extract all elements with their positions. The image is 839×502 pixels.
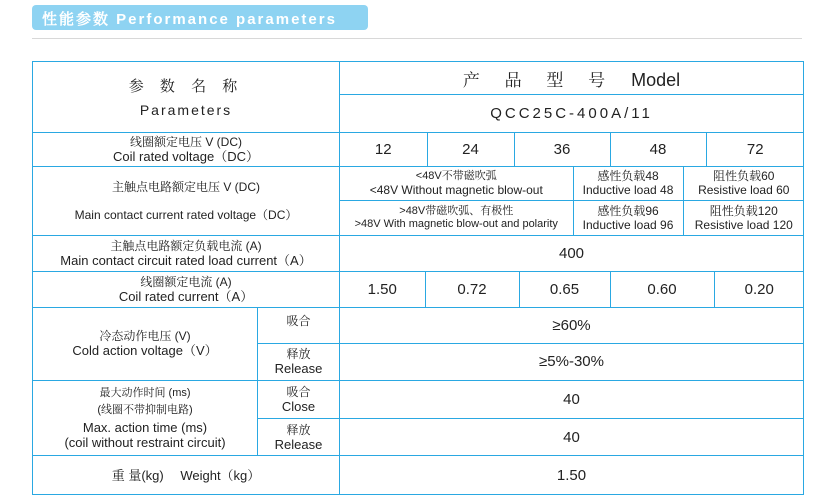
parameters-header-zh: 参 数 名 称: [128, 78, 244, 96]
table-cell: 1.50: [340, 272, 425, 306]
load-current-value: 400: [340, 235, 804, 271]
table-cell: [683, 167, 804, 199]
coil-current-values: [340, 272, 804, 307]
table-cell: 12: [340, 133, 427, 166]
parameters-header: [33, 62, 340, 133]
pull-in-value: ≥60%: [340, 307, 804, 343]
load-current-label-zh: 主触点电路额定负载电流 (A): [110, 239, 262, 254]
cold-voltage-label: [33, 307, 258, 380]
cell-text-zh: 感性负载96: [597, 203, 659, 218]
section-title: 性能参数 Performance parameters: [42, 11, 337, 28]
table-cell: [683, 201, 804, 235]
table-cell: 0.60: [610, 272, 714, 306]
release-time-label-en: Release: [274, 436, 323, 452]
table-cell: 24: [427, 133, 514, 166]
table-cell: [573, 167, 683, 199]
weight-value: 1.50: [340, 456, 804, 495]
cell-text-en: Resistive load 60: [698, 183, 790, 198]
cell-text-zh: <48V不带磁吹弧: [415, 169, 497, 182]
contact-voltage-row2: [340, 200, 804, 235]
close-time-value: 40: [340, 380, 804, 418]
cell-text-zh: 阻性负载120: [709, 203, 778, 218]
cell-text-zh: 感性负载48: [597, 169, 659, 184]
cell-text-en: <48V Without magnetic blow-out: [369, 182, 543, 197]
table-cell: 72: [746, 140, 764, 158]
table-row: [33, 167, 804, 200]
table-cell: 0.65: [519, 272, 610, 306]
table-row: [33, 307, 804, 343]
table-row: [33, 380, 804, 418]
table-cell: [573, 201, 683, 235]
model-header: [340, 62, 804, 95]
parameters-header-en: Parameters: [139, 102, 233, 119]
coil-voltage-values: [340, 132, 804, 166]
cell-text-en: Resistive load 120: [694, 217, 793, 232]
coil-current-label: [33, 272, 340, 307]
table-cell: 0.72: [425, 272, 519, 306]
cold-voltage-label-en: Cold action voltage（V）: [72, 343, 218, 359]
table-cell: [340, 167, 573, 199]
performance-table: [32, 61, 804, 495]
table-cell: 48: [610, 133, 706, 166]
release-time-label: [258, 419, 340, 456]
section-title-bar: [32, 5, 368, 30]
coil-voltage-label-en: Coil rated voltage（DC）: [113, 148, 259, 164]
cell-text-zh: 阻性负载60: [713, 169, 775, 184]
divider-line: [32, 38, 802, 39]
load-current-label: [33, 235, 340, 271]
load-current-label-en: Main contact circuit rated load current（A）: [60, 253, 312, 269]
action-time-label: [33, 380, 258, 456]
action-time-label-en1: Max. action time (ms): [82, 419, 208, 435]
coil-voltage-label: [33, 132, 340, 166]
table-cell: [340, 201, 573, 235]
table-row: [33, 272, 804, 307]
model-header-en: Model: [631, 69, 681, 90]
release-value: ≥5%-30%: [340, 344, 804, 380]
table-header-row: [33, 62, 804, 95]
pull-in-label: 吸合: [258, 307, 340, 343]
table-row: [33, 132, 804, 166]
coil-current-label-en: Coil rated current（A）: [118, 289, 254, 305]
release-label-en: Release: [274, 361, 323, 377]
cell-text-en: Inductive load 48: [582, 183, 674, 198]
release-time-value: 40: [340, 419, 804, 456]
cell-text-en: >48V With magnetic blow-out and polarity: [354, 217, 558, 230]
contact-voltage-label-en: Main contact current rated voltage（DC）: [74, 208, 298, 223]
close-label-zh: 吸合: [286, 384, 311, 399]
contact-voltage-label: [33, 167, 340, 236]
weight-label: 重 量(kg) Weight（kg）: [33, 456, 340, 495]
release-label-zh: 释放: [286, 347, 311, 362]
table-row: [33, 235, 804, 271]
contact-voltage-label-zh: 主触点电路额定电压 V (DC): [112, 180, 260, 195]
cell-text-zh: >48V带磁吹弧、有极性: [399, 204, 514, 217]
close-label: [258, 380, 340, 418]
close-label-en: Close: [281, 398, 316, 414]
coil-current-label-zh: 线圈额定电流 (A): [140, 275, 232, 290]
model-header-zh: 产 品 型 号: [462, 70, 616, 90]
release-time-label-zh: 释放: [286, 422, 311, 437]
cell-text-en: Inductive load 96: [582, 217, 674, 232]
table-cell: 0.20: [744, 281, 774, 299]
table-row: [33, 456, 804, 495]
model-code: QCC25C-400A/11: [340, 95, 804, 132]
coil-voltage-label-zh: 线圈额定电压 V (DC): [130, 134, 242, 149]
action-time-label-zh2: (线圈不带抑制电路): [97, 403, 193, 416]
action-time-label-en2: (coil without restraint circuit): [64, 434, 226, 450]
table-cell: 36: [514, 133, 610, 166]
cold-voltage-label-zh: 冷态动作电压 (V): [99, 329, 191, 344]
action-time-label-zh1: 最大动作时间 (ms): [99, 386, 191, 399]
contact-voltage-row1: [340, 167, 804, 200]
release-label: [258, 344, 340, 380]
